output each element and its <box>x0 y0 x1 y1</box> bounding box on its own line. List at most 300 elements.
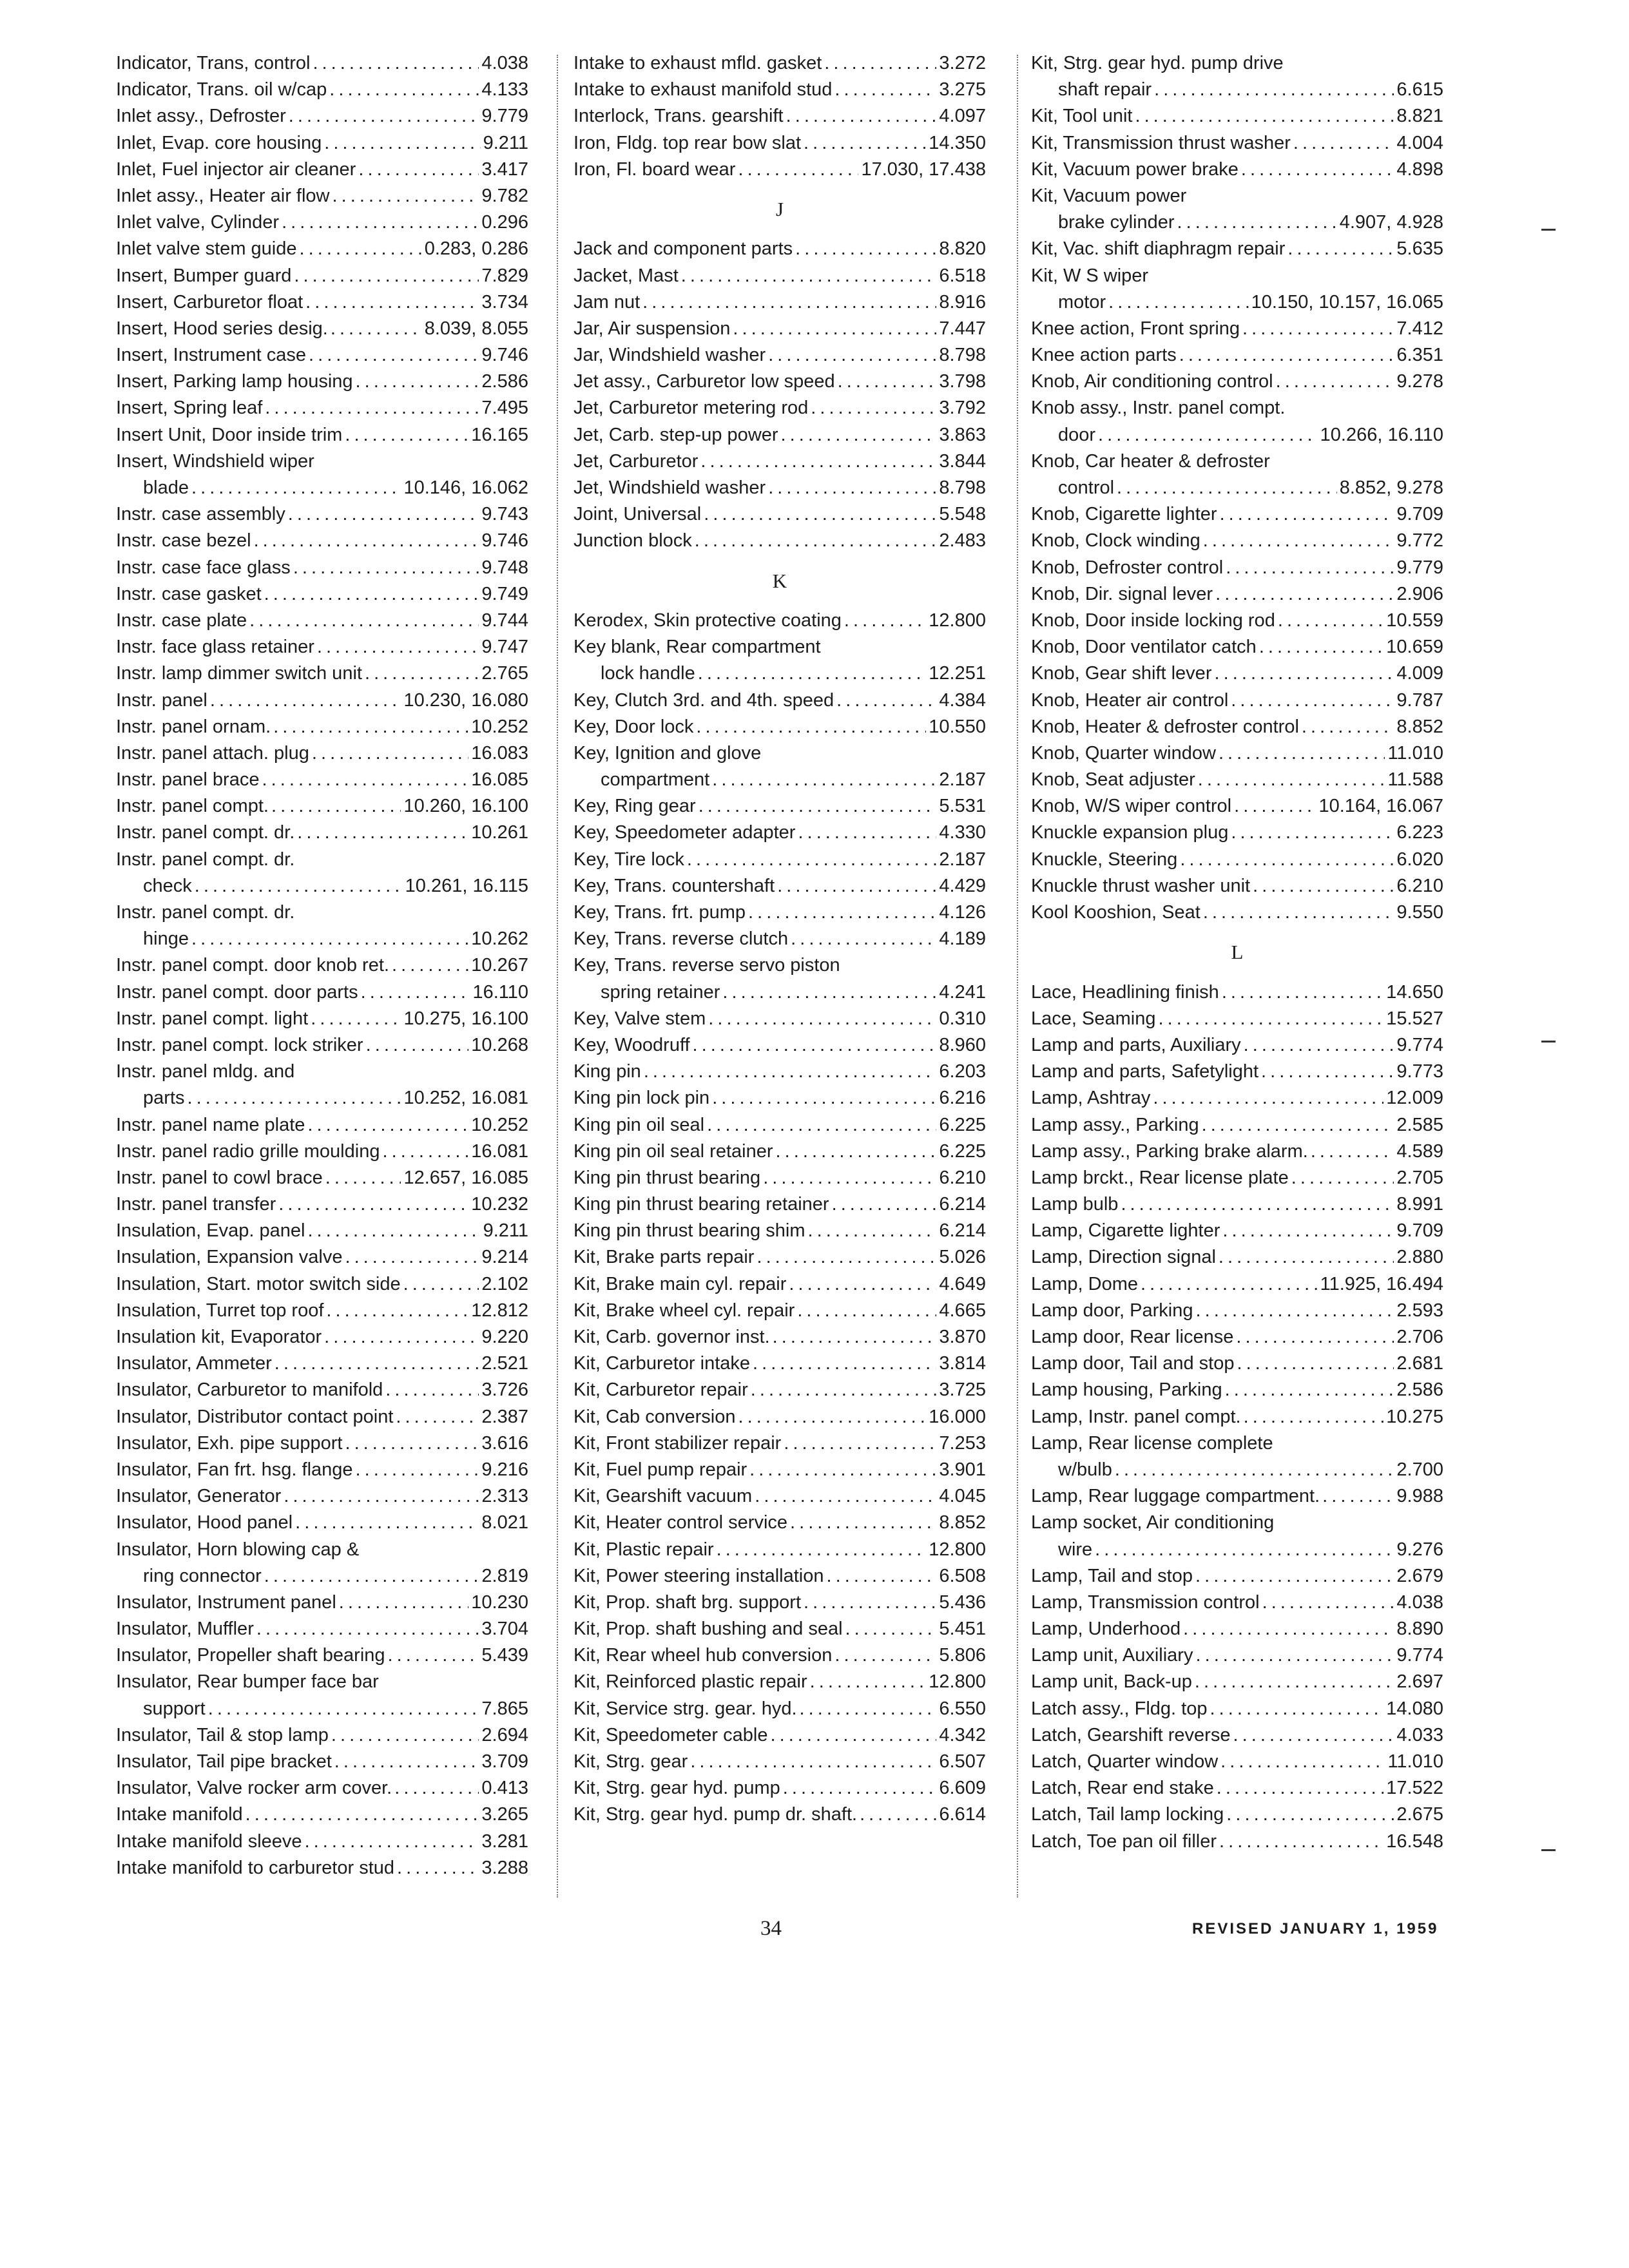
entry-name: Lamp, Ashtray <box>1031 1088 1151 1109</box>
dot-leader <box>1233 1722 1394 1749</box>
dot-leader <box>256 1616 479 1642</box>
part-number: 2.679 <box>1396 1565 1443 1586</box>
part-number: 4.126 <box>939 902 986 923</box>
part-number: 10.550 <box>929 716 986 737</box>
entry-name: King pin oil seal <box>574 1114 705 1135</box>
dot-leader <box>1195 1669 1394 1695</box>
part-number: 4.589 <box>1396 1140 1443 1162</box>
part-number: 2.681 <box>1396 1353 1443 1374</box>
index-entry-continuation <box>574 979 986 1006</box>
index-entry <box>116 236 528 262</box>
index-entry <box>116 767 528 793</box>
entry-name: Insulator, Fan frt. hsg. flange <box>116 1459 353 1480</box>
dot-leader <box>696 714 926 740</box>
index-entry <box>116 1669 528 1695</box>
dot-leader <box>396 1404 479 1430</box>
dot-leader <box>768 342 936 369</box>
entry-name: Knuckle expansion plug <box>1031 822 1229 843</box>
dot-leader <box>1259 634 1383 660</box>
index-entry <box>574 1696 986 1722</box>
dot-leader <box>1219 1829 1383 1855</box>
index-entry <box>116 608 528 634</box>
entry-name: Lace, Headlining finish <box>1031 981 1219 1003</box>
index-entry <box>1031 50 1443 77</box>
part-number: 3.272 <box>939 53 986 73</box>
index-entry <box>574 103 986 130</box>
dot-leader <box>305 289 479 316</box>
dot-leader <box>331 316 422 342</box>
entry-name: shaft repair <box>1058 79 1152 101</box>
entry-name: Latch, Tail lamp locking <box>1031 1804 1224 1825</box>
dot-leader <box>798 820 936 846</box>
part-number: 6.614 <box>939 1804 986 1825</box>
index-entry <box>574 1510 986 1536</box>
part-number: 10.261 <box>471 822 528 843</box>
entry-name: w/bulb <box>1058 1459 1112 1480</box>
entry-name: Insert, Instrument case <box>116 345 306 366</box>
dot-leader <box>394 1775 479 1802</box>
index-column-1 <box>116 50 528 1881</box>
entry-name: Knob, Heater air control <box>1031 689 1229 711</box>
dot-leader <box>695 528 937 554</box>
scan-margin-mark <box>1541 1849 1556 1851</box>
entry-name: Jar, Air suspension <box>574 318 731 339</box>
index-entry <box>116 157 528 183</box>
entry-name: Key, Trans. reverse servo piston <box>574 955 840 976</box>
dot-leader <box>1179 342 1394 369</box>
part-number: 9.988 <box>1396 1486 1443 1507</box>
index-entry <box>574 1537 986 1563</box>
dot-leader <box>1244 1404 1384 1430</box>
part-number: 3.844 <box>939 450 986 472</box>
entry-name: Instr. case bezel <box>116 530 251 552</box>
part-number: 2.387 <box>481 1406 528 1427</box>
index-entry <box>1031 103 1443 130</box>
index-entry <box>574 1669 986 1695</box>
entry-name: Lamp door, Parking <box>1031 1300 1193 1321</box>
index-entry <box>1031 1165 1443 1191</box>
entry-name: Latch, Toe pan oil filler <box>1031 1831 1217 1852</box>
entry-name: Kit, Vac. shift diaphragm repair <box>1031 238 1286 260</box>
dot-leader <box>1291 1165 1394 1191</box>
index-entry <box>574 1218 986 1244</box>
part-number: 14.080 <box>1386 1698 1443 1719</box>
index-entry <box>574 1616 986 1642</box>
part-number: 5.436 <box>939 1591 986 1613</box>
part-number: 4.649 <box>939 1273 986 1294</box>
index-entry <box>1031 847 1443 873</box>
index-entry <box>116 555 528 581</box>
index-entry <box>1031 1642 1443 1669</box>
dot-leader <box>717 1537 927 1563</box>
entry-name: Knob, Dir. signal lever <box>1031 583 1213 604</box>
entry-name: Inlet assy., Defroster <box>116 106 286 127</box>
entry-name: Instr. panel compt. door parts <box>116 981 358 1003</box>
index-entry <box>1031 1139 1443 1165</box>
index-entry <box>1031 1829 1443 1855</box>
part-number: 8.852, 9.278 <box>1339 477 1443 498</box>
index-column-2 <box>574 50 986 1829</box>
entry-name: Knuckle thrust washer unit <box>1031 875 1251 896</box>
entry-name: Kit, Speedometer cable <box>574 1724 768 1745</box>
dot-leader <box>832 1191 937 1218</box>
index-entry <box>574 1802 986 1828</box>
index-entry <box>574 1775 986 1802</box>
dot-leader <box>1287 236 1394 262</box>
dot-leader <box>642 289 936 316</box>
dot-leader <box>797 1298 936 1324</box>
entry-name: Lamp assy., Parking brake alarm. <box>1031 1140 1308 1162</box>
dot-leader <box>246 1802 479 1828</box>
entry-name: Lamp unit, Back-up <box>1031 1671 1192 1693</box>
index-entry <box>116 316 528 342</box>
index-entry <box>574 395 986 421</box>
dot-leader <box>1108 289 1249 316</box>
dot-leader <box>1098 422 1318 448</box>
entry-name: Lamp assy., Parking <box>1031 1114 1199 1135</box>
entry-name: Key, Tire lock <box>574 849 684 870</box>
index-entry <box>1031 1483 1443 1510</box>
section-letter: K <box>772 569 787 592</box>
entry-name: Kit, Cab conversion <box>574 1406 736 1427</box>
index-entry <box>574 820 986 846</box>
index-entry <box>574 714 986 740</box>
part-number: 3.901 <box>939 1459 986 1480</box>
part-number: 9.211 <box>483 1220 528 1242</box>
index-entry <box>1031 1404 1443 1430</box>
part-number: 8.798 <box>939 345 986 366</box>
entry-name: Insulator, Propeller shaft bearing <box>116 1645 385 1666</box>
part-number: 8.798 <box>939 477 986 499</box>
index-entry <box>574 236 986 262</box>
part-number: 4.045 <box>939 1486 986 1507</box>
dot-leader <box>356 1457 479 1483</box>
part-number: 12.657, 16.085 <box>403 1167 528 1188</box>
dot-leader <box>284 1483 479 1510</box>
entry-name: Instr. panel compt. <box>116 796 269 817</box>
dot-leader <box>810 1669 927 1695</box>
part-number: 4.009 <box>1396 663 1443 684</box>
dot-leader <box>844 608 926 634</box>
part-number: 4.097 <box>939 106 986 127</box>
index-entry <box>116 1404 528 1430</box>
index-entry <box>116 1537 528 1563</box>
index-entry <box>574 157 986 183</box>
index-entry <box>1031 1749 1443 1775</box>
dot-leader <box>1231 820 1394 846</box>
entry-name: Jacket, Mast <box>574 265 679 286</box>
dot-leader <box>1222 979 1383 1006</box>
part-number: 9.709 <box>1396 504 1443 525</box>
part-number: 7.495 <box>481 398 528 419</box>
dot-leader <box>773 1324 937 1350</box>
part-number: 3.265 <box>481 1804 528 1825</box>
index-entry <box>574 528 986 554</box>
index-entry <box>116 1112 528 1139</box>
index-entry <box>1031 448 1443 475</box>
index-entry <box>1031 899 1443 926</box>
section-letter: J <box>775 197 784 220</box>
index-entry <box>116 103 528 130</box>
index-entry <box>1031 660 1443 687</box>
entry-name: Knob, Cigarette lighter <box>1031 504 1217 525</box>
index-entry <box>1031 1722 1443 1749</box>
entry-name: Kit, Carb. governor inst. <box>574 1327 770 1348</box>
index-entry <box>1031 1802 1443 1828</box>
entry-name: Jet assy., Carburetor low speed <box>574 371 835 392</box>
index-entry <box>116 687 528 714</box>
part-number: 0.413 <box>481 1778 528 1799</box>
index-entry <box>116 1616 528 1642</box>
dot-leader <box>1195 1298 1394 1324</box>
part-number: 8.890 <box>1396 1619 1443 1640</box>
dot-leader <box>1253 873 1394 899</box>
entry-name: Insert, Parking lamp housing <box>116 371 353 392</box>
dot-leader <box>748 899 936 926</box>
index-column-3 <box>1031 50 1443 1855</box>
entry-name: Kit, Strg. gear hyd. pump <box>574 1778 780 1799</box>
index-entry <box>116 1483 528 1510</box>
part-number: 9.779 <box>1396 557 1443 578</box>
dot-leader <box>708 1006 936 1032</box>
dot-leader <box>1261 1059 1394 1085</box>
dot-leader <box>1225 1377 1394 1403</box>
part-number: 4.038 <box>1396 1591 1443 1613</box>
index-entry <box>1031 1510 1443 1536</box>
entry-name: Instr. case assembly <box>116 504 285 525</box>
part-number: 8.960 <box>939 1034 986 1055</box>
part-number: 5.451 <box>939 1619 986 1640</box>
index-entry <box>1031 183 1443 209</box>
part-number: 3.616 <box>481 1432 528 1454</box>
dot-leader <box>1214 660 1394 687</box>
index-entry-continuation <box>116 873 528 899</box>
entry-name: Jet, Windshield washer <box>574 477 766 499</box>
index-entry <box>116 1590 528 1616</box>
dot-leader <box>1195 1563 1394 1590</box>
entry-name: Kit, Vacuum power brake <box>1031 159 1239 180</box>
dot-leader <box>278 1191 468 1218</box>
part-number: 3.725 <box>939 1379 986 1401</box>
index-entry <box>116 1244 528 1271</box>
entry-name: hinge <box>143 928 189 950</box>
dot-leader <box>361 979 470 1006</box>
part-number: 9.748 <box>481 557 528 578</box>
dot-leader <box>1195 1642 1394 1669</box>
part-number: 7.253 <box>939 1432 986 1454</box>
part-number: 9.709 <box>1396 1220 1443 1242</box>
part-number: 6.214 <box>939 1220 986 1242</box>
entry-name: Instr. panel compt. dr. <box>116 902 295 923</box>
dot-leader <box>824 50 936 77</box>
index-entry <box>574 501 986 528</box>
index-entry <box>1031 873 1443 899</box>
part-number: 10.266, 16.110 <box>1320 424 1443 445</box>
part-number: 14.350 <box>929 132 986 153</box>
dot-leader <box>738 157 858 183</box>
entry-name: Lamp, Tail and stop <box>1031 1565 1193 1586</box>
entry-name: Lamp, Instr. panel compt. <box>1031 1406 1241 1427</box>
dot-leader <box>781 422 937 448</box>
dot-leader <box>1215 581 1394 608</box>
entry-name: Jet, Carburetor <box>574 450 699 472</box>
dot-leader <box>786 103 937 130</box>
part-number: 9.746 <box>481 345 528 366</box>
revision-date: REVISED JANUARY 1, 1959 <box>1192 1920 1439 1937</box>
entry-name: Knob, Door inside locking rod <box>1031 610 1275 631</box>
index-entry <box>1031 1590 1443 1616</box>
dot-leader <box>345 422 468 448</box>
index-entry <box>574 448 986 475</box>
entry-name: Knob, Quarter window <box>1031 742 1216 764</box>
part-number: 10.559 <box>1386 610 1443 631</box>
dot-leader <box>325 1165 401 1191</box>
index-entry-continuation <box>574 660 986 687</box>
part-number: 6.210 <box>1396 875 1443 896</box>
part-number: 5.635 <box>1396 238 1443 260</box>
entry-name: Lamp socket, Air conditioning <box>1031 1512 1275 1533</box>
index-entry <box>1031 740 1443 767</box>
index-entry <box>116 1191 528 1218</box>
entry-name: Lamp, Dome <box>1031 1273 1139 1294</box>
index-entry <box>1031 1244 1443 1271</box>
entry-name: Iron, Fl. board wear <box>574 159 736 180</box>
dot-leader <box>299 236 421 262</box>
dot-leader <box>385 1377 479 1403</box>
index-entry <box>574 1059 986 1085</box>
entry-name: Instr. case plate <box>116 610 247 631</box>
dot-leader <box>1234 793 1316 820</box>
dot-leader <box>755 1483 936 1510</box>
index-entry <box>574 1006 986 1032</box>
index-entry <box>116 899 528 926</box>
entry-name: Jet, Carburetor metering rod <box>574 398 809 419</box>
index-entry <box>116 263 528 289</box>
entry-name: Kit, Vacuum power <box>1031 185 1187 206</box>
part-number: 15.527 <box>1386 1008 1443 1029</box>
part-number: 12.800 <box>929 1671 986 1693</box>
entry-name: Kit, Fuel pump repair <box>574 1459 747 1480</box>
index-entry <box>574 1324 986 1350</box>
index-entry <box>1031 395 1443 421</box>
dot-leader <box>749 1457 936 1483</box>
index-entry <box>116 1059 528 1085</box>
part-number: 9.746 <box>481 530 528 552</box>
entry-name: Insulator, Muffler <box>116 1619 254 1640</box>
index-entry <box>574 1244 986 1271</box>
entry-name: Kit, Service strg. gear. hyd. <box>574 1698 797 1719</box>
entry-name: Key, Trans. countershaft <box>574 875 775 896</box>
part-number: 8.852 <box>939 1512 986 1533</box>
dot-leader <box>1322 1483 1394 1510</box>
entry-name: Key, Door lock <box>574 716 694 737</box>
entry-name: Kit, Brake parts repair <box>574 1247 755 1268</box>
dot-leader <box>403 1271 479 1298</box>
part-number: 3.709 <box>481 1751 528 1772</box>
index-entry <box>1031 1085 1443 1111</box>
entry-name: Knob, Gear shift lever <box>1031 663 1212 684</box>
index-entry <box>116 634 528 660</box>
scan-margin-mark <box>1541 1041 1556 1043</box>
index-entry <box>116 501 528 528</box>
entry-name: Insulator, Valve rocker arm cover. <box>116 1778 392 1799</box>
index-entry <box>574 50 986 77</box>
dot-leader <box>693 1032 937 1059</box>
dot-leader <box>733 316 936 342</box>
part-number: 8.852 <box>1396 716 1443 737</box>
part-number: 2.521 <box>481 1353 528 1374</box>
part-number: 9.220 <box>481 1327 528 1347</box>
index-entry <box>1031 1696 1443 1722</box>
entry-name: ring connector <box>143 1565 262 1586</box>
entry-name: Instr. panel transfer <box>116 1194 276 1215</box>
entry-name: Kit, Power steering installation <box>574 1565 824 1586</box>
index-entry <box>116 847 528 873</box>
entry-name: motor <box>1058 291 1106 312</box>
dot-leader <box>1242 316 1394 342</box>
dot-leader <box>262 767 468 793</box>
dot-leader <box>312 740 468 767</box>
index-entry <box>116 1722 528 1749</box>
index-entry <box>1031 1006 1443 1032</box>
dot-leader <box>324 130 480 157</box>
part-number: 10.659 <box>1386 637 1443 658</box>
entry-name: Instr. lamp dimmer switch unit <box>116 663 362 684</box>
index-entry <box>574 316 986 342</box>
entry-name: Kit, Brake wheel cyl. repair <box>574 1300 795 1321</box>
part-number: 2.102 <box>481 1273 528 1294</box>
index-entry <box>116 528 528 554</box>
part-number: 9.744 <box>481 610 528 631</box>
dot-leader <box>1117 475 1337 501</box>
dot-leader <box>811 395 936 421</box>
entry-name: Junction block <box>574 530 692 552</box>
index-entry <box>574 289 986 316</box>
entry-name: blade <box>143 477 189 498</box>
entry-name: Kit, Transmission thrust washer <box>1031 132 1291 153</box>
entry-name: Insert, Windshield wiper <box>116 450 314 472</box>
entry-name: Instr. panel compt. dr. <box>116 822 295 843</box>
dot-leader <box>834 77 936 103</box>
index-entry <box>1031 1669 1443 1695</box>
entry-name: Lamp door, Rear license <box>1031 1327 1234 1348</box>
part-number: 4.342 <box>939 1724 986 1745</box>
dot-leader <box>288 501 479 528</box>
index-entry <box>574 1642 986 1669</box>
index-entry <box>574 1749 986 1775</box>
entry-name: Kit, W S wiper <box>1031 265 1149 286</box>
entry-name: Insulator, Carburetor to manifold <box>116 1379 383 1401</box>
dot-leader <box>1302 714 1394 740</box>
index-entry <box>1031 1616 1443 1642</box>
index-entry <box>116 77 528 103</box>
dot-leader <box>860 1802 936 1828</box>
dot-leader <box>698 660 927 687</box>
part-number: 2.765 <box>481 663 528 684</box>
index-entry-continuation <box>116 1085 528 1111</box>
index-entry <box>574 608 986 634</box>
entry-name: Key, Ring gear <box>574 796 696 817</box>
dot-leader <box>1198 767 1385 793</box>
index-entry <box>574 926 986 952</box>
part-number: 12.009 <box>1386 1088 1443 1109</box>
dot-leader <box>1222 1218 1394 1244</box>
entry-name: Insulation kit, Evaporator <box>116 1327 322 1347</box>
index-entry <box>116 1032 528 1059</box>
entry-name: Indicator, Trans, control <box>116 53 311 73</box>
index-entry <box>116 1218 528 1244</box>
part-number: 12.812 <box>471 1300 528 1321</box>
